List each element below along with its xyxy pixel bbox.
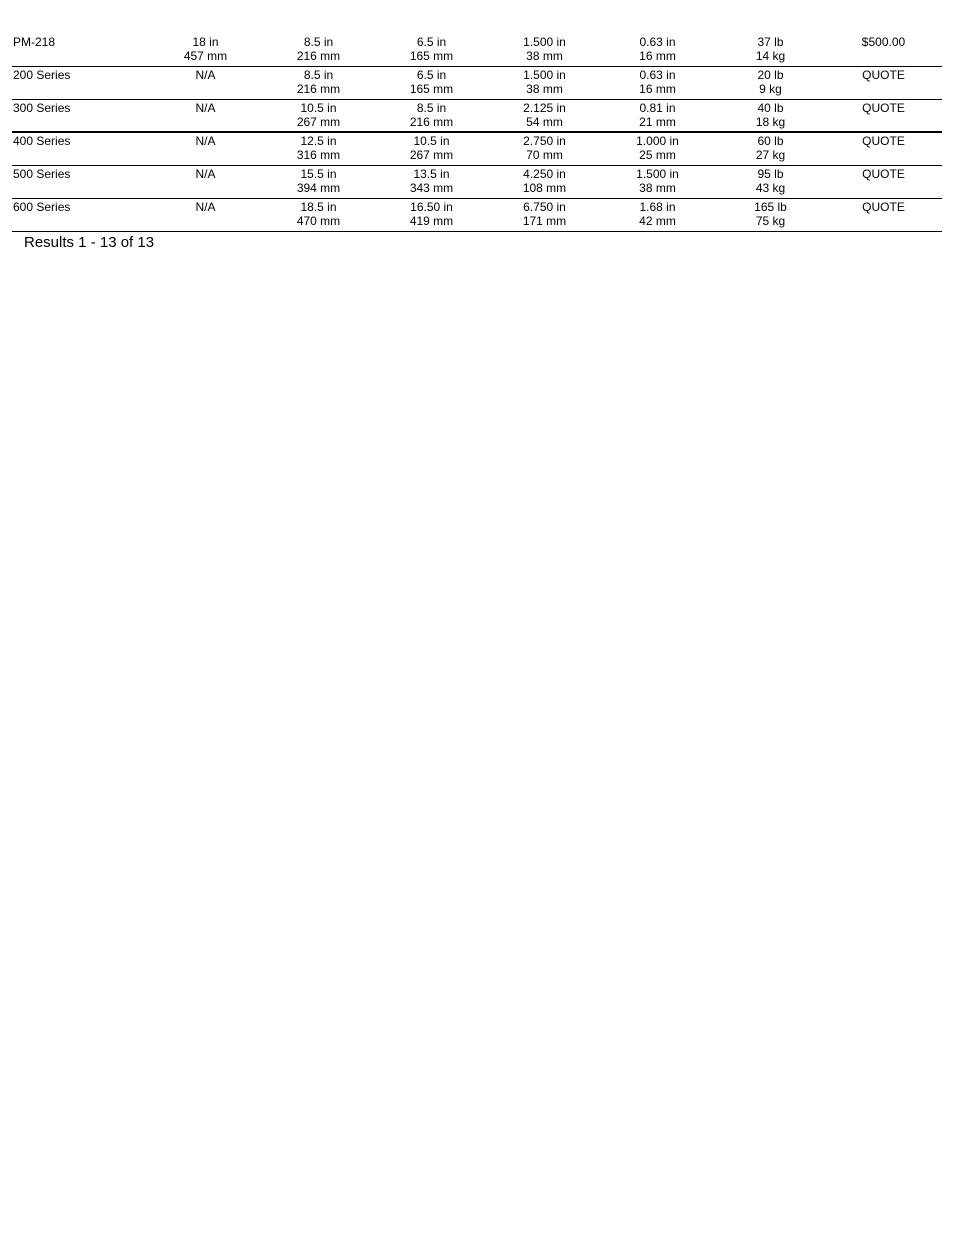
weight-cell: 40 lb 18 kg xyxy=(755,101,786,129)
dimension-cell: 0.63 in 16 mm xyxy=(639,68,676,96)
weight-cell: 20 lb 9 kg xyxy=(757,68,784,96)
dimension-cell: N/A xyxy=(195,167,216,181)
model-name: 200 Series xyxy=(13,68,71,82)
dimension-cell: 8.5 in 216 mm xyxy=(296,35,341,63)
dimension-cell: 8.5 in 216 mm xyxy=(296,68,341,96)
dimension-cell: 1.500 in 38 mm xyxy=(523,35,566,63)
table-row xyxy=(12,133,942,166)
dimension-cell: N/A xyxy=(195,134,216,148)
weight-cell: 95 lb 43 kg xyxy=(755,167,786,195)
dimension-cell: 0.63 in 16 mm xyxy=(639,35,676,63)
dimension-cell: 2.125 in 54 mm xyxy=(523,101,566,129)
weight-cell: 60 lb 27 kg xyxy=(755,134,786,162)
model-name: 600 Series xyxy=(13,200,71,214)
table-row xyxy=(12,199,942,232)
dimension-cell: 10.5 in 267 mm xyxy=(296,101,341,129)
dimension-cell: 6.750 in 171 mm xyxy=(522,200,567,228)
price-cell: $500.00 xyxy=(861,35,906,49)
table-row xyxy=(12,166,942,199)
price-cell: QUOTE xyxy=(862,68,905,82)
price-cell: QUOTE xyxy=(862,167,905,181)
dimension-cell: 6.5 in 165 mm xyxy=(409,35,454,63)
price-cell: QUOTE xyxy=(862,134,905,148)
model-name: 500 Series xyxy=(13,167,71,181)
dimension-cell: 18 in 457 mm xyxy=(183,35,228,63)
dimension-cell: N/A xyxy=(195,200,216,214)
dimension-cell: 8.5 in 216 mm xyxy=(409,101,454,129)
results-table xyxy=(12,34,942,232)
dimension-cell: 15.5 in 394 mm xyxy=(296,167,341,195)
table-row xyxy=(12,34,942,67)
dimension-cell: 1.500 in 38 mm xyxy=(523,68,566,96)
dimension-cell: 1.68 in 42 mm xyxy=(639,200,676,228)
dimension-cell: 18.5 in 470 mm xyxy=(296,200,341,228)
dimension-cell: 4.250 in 108 mm xyxy=(522,167,567,195)
dimension-cell: 0.81 in 21 mm xyxy=(639,101,676,129)
table-row xyxy=(12,100,942,133)
dimension-cell: 16.50 in 419 mm xyxy=(409,200,454,228)
model-name: 300 Series xyxy=(13,101,71,115)
dimension-cell: N/A xyxy=(195,101,216,115)
dimension-cell: 1.500 in 38 mm xyxy=(636,167,679,195)
dimension-cell: 12.5 in 316 mm xyxy=(296,134,341,162)
dimension-cell: 2.750 in 70 mm xyxy=(523,134,566,162)
dimension-cell: 1.000 in 25 mm xyxy=(636,134,679,162)
price-cell: QUOTE xyxy=(862,101,905,115)
results-count: Results 1 - 13 of 13 xyxy=(24,234,155,251)
model-name: 400 Series xyxy=(13,134,71,148)
weight-cell: 37 lb 14 kg xyxy=(755,35,786,63)
model-name: PM-218 xyxy=(13,35,56,49)
dimension-cell: 6.5 in 165 mm xyxy=(409,68,454,96)
dimension-cell: 13.5 in 343 mm xyxy=(409,167,454,195)
dimension-cell: N/A xyxy=(195,68,216,82)
price-cell: QUOTE xyxy=(862,200,905,214)
weight-cell: 165 lb 75 kg xyxy=(754,200,787,228)
table-row xyxy=(12,67,942,100)
dimension-cell: 10.5 in 267 mm xyxy=(409,134,454,162)
